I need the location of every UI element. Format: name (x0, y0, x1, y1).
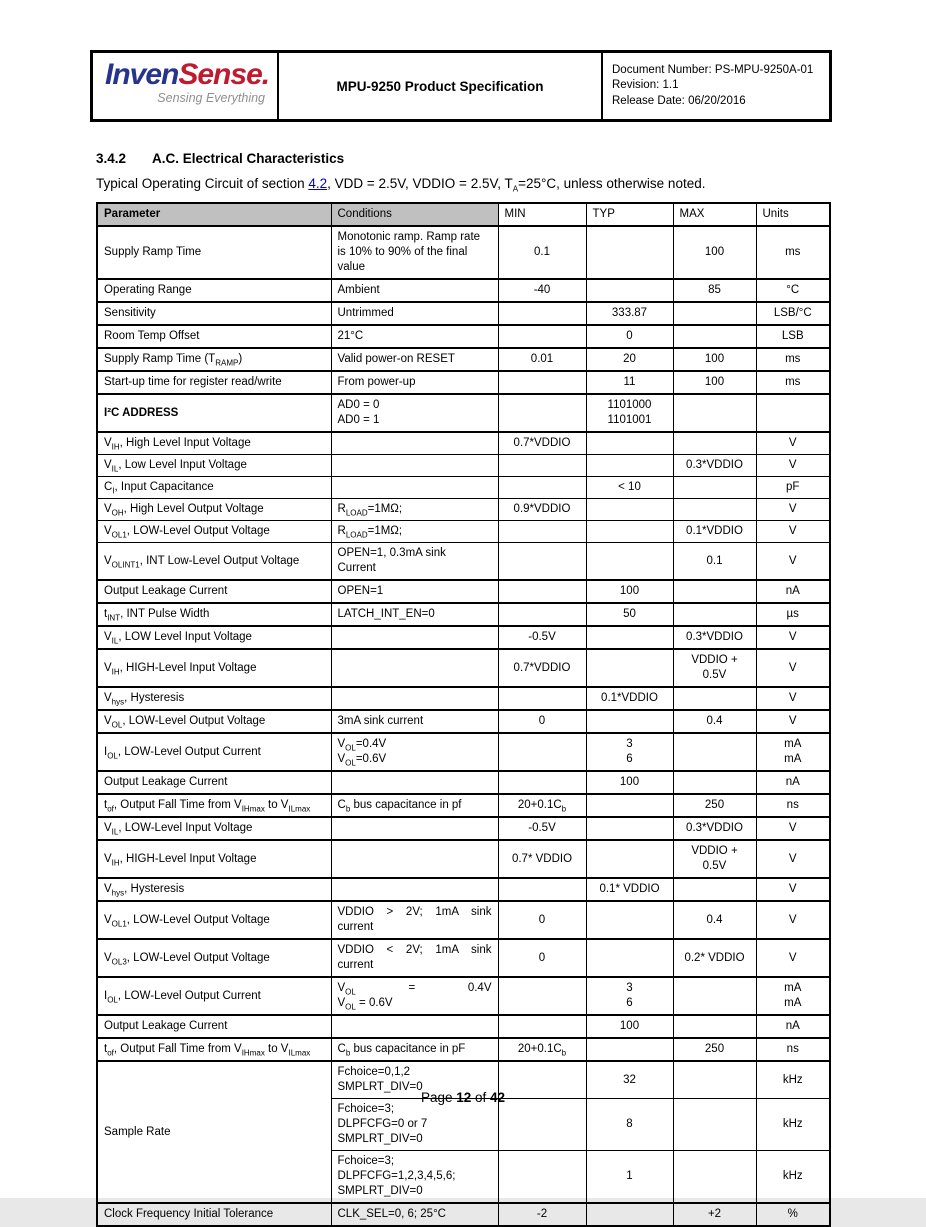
typ-cell: 1 (586, 1151, 673, 1204)
footer-page-word: Page (420, 1090, 457, 1105)
table-row (97, 710, 830, 733)
param-cell: $V_{IL}$, LOW Level Input Voltage (97, 626, 331, 649)
table-row (97, 279, 830, 302)
param-cell: Room Temp Offset (97, 325, 331, 348)
units-cell: V (756, 878, 830, 901)
min-cell (498, 1099, 586, 1151)
param-cell: $V_{IH}$, HIGH-Level Input Voltage (97, 840, 331, 878)
typ-cell: 8 (586, 1099, 673, 1151)
column-header-typ: TYP (586, 203, 673, 226)
typ-cell (586, 901, 673, 939)
units-cell: V (756, 626, 830, 649)
invensense-logo (105, 58, 270, 91)
conditions-cell: From power-up (331, 371, 498, 394)
conditions-cell: 21°C (331, 325, 498, 348)
conditions-cell: CLK_SEL=0, 6; 25°C (331, 1203, 498, 1226)
min-cell: 0 (498, 901, 586, 939)
table-row (97, 687, 830, 710)
table-row (97, 901, 830, 939)
typ-cell: 100 (586, 771, 673, 794)
intro-post-text: , VDD = 2.5V, VDDIO = 2.5V, $T_A=25^\circ C$, unless otherwise noted. (327, 176, 706, 194)
table-row (97, 302, 830, 325)
typ-cell: 20 (586, 348, 673, 371)
min-cell (498, 543, 586, 581)
table-row (97, 394, 830, 432)
max-cell (673, 325, 756, 348)
header-row (97, 203, 830, 226)
units-cell: V (756, 432, 830, 455)
units-cell: V (756, 840, 830, 878)
max-cell: 100 (673, 348, 756, 371)
logo-inven-text: Inven (105, 58, 179, 91)
max-cell (673, 1099, 756, 1151)
conditions-cell: Fchoice=3; DLPFCFG=1,2,3,4,5,6; SMPLRT_DIV=0 (331, 1151, 498, 1204)
conditions-cell: Untrimmed (331, 302, 498, 325)
units-cell: ms (756, 348, 830, 371)
param-cell: $V_{OL1}$, LOW-Level Output Voltage (97, 901, 331, 939)
typ-cell (586, 817, 673, 840)
min-cell: 0.7*VDDIO (498, 649, 586, 687)
units-cell: % (756, 1203, 830, 1226)
table-row (97, 543, 830, 581)
typ-cell: 0.1* VDDIO (586, 878, 673, 901)
units-cell: nA (756, 771, 830, 794)
max-cell: 100 (673, 226, 756, 279)
param-cell: Supply Ramp Time (97, 226, 331, 279)
conditions-cell (331, 1015, 498, 1038)
page-header (90, 50, 832, 122)
min-cell: 0.7*VDDIO (498, 432, 586, 455)
max-cell (673, 1015, 756, 1038)
max-cell (673, 432, 756, 455)
units-cell: nA (756, 580, 830, 603)
max-cell: VDDIO + 0.5V (673, 649, 756, 687)
min-cell: -0.5V (498, 817, 586, 840)
min-cell (498, 521, 586, 543)
min-cell: $20+0.1C_b$ (498, 1038, 586, 1061)
page-content (96, 151, 829, 1227)
units-cell: V (756, 543, 830, 581)
table-row (97, 226, 830, 279)
conditions-cell (331, 687, 498, 710)
table-row (97, 477, 830, 499)
table-row (97, 325, 830, 348)
conditions-cell (331, 477, 498, 499)
max-cell (673, 499, 756, 521)
table-row (97, 603, 830, 626)
units-cell: V (756, 687, 830, 710)
section-number: 3.4.2 (96, 151, 127, 166)
conditions-cell: VDDIO > 2V; 1mA sink current (331, 901, 498, 939)
conditions-cell: $V_{OL}=0.4V$ $V_{OL}=0.6V$ (331, 733, 498, 771)
max-cell: 0.3*VDDIO (673, 817, 756, 840)
min-cell (498, 455, 586, 477)
param-cell: $V_{IH}$, HIGH-Level Input Voltage (97, 649, 331, 687)
table-row (97, 771, 830, 794)
units-cell: kHz (756, 1099, 830, 1151)
max-cell: VDDIO + 0.5V (673, 840, 756, 878)
column-header-conditions: Conditions (331, 203, 498, 226)
param-cell: $V_{hys}$, Hysteresis (97, 687, 331, 710)
max-cell (673, 603, 756, 626)
section-4-2-link[interactable]: 4.2 (308, 176, 328, 191)
conditions-cell (331, 649, 498, 687)
conditions-cell (331, 626, 498, 649)
units-cell: ms (756, 371, 830, 394)
units-cell: V (756, 455, 830, 477)
max-cell: 0.3*VDDIO (673, 455, 756, 477)
min-cell: 0 (498, 939, 586, 977)
min-cell (498, 580, 586, 603)
typ-cell (586, 455, 673, 477)
conditions-cell (331, 432, 498, 455)
footer-total-pages: 42 (490, 1090, 506, 1105)
typ-cell (586, 1203, 673, 1226)
min-cell (498, 1015, 586, 1038)
conditions-cell: VDDIO < 2V; 1mA sink current (331, 939, 498, 977)
min-cell (498, 603, 586, 626)
max-cell (673, 977, 756, 1015)
min-cell (498, 477, 586, 499)
units-cell: kHz (756, 1061, 830, 1099)
conditions-cell: Monotonic ramp. Ramp rate is 10% to 90% of the final value (331, 226, 498, 279)
max-cell: 100 (673, 371, 756, 394)
max-cell (673, 878, 756, 901)
table-row (97, 1203, 830, 1226)
table-row (97, 794, 830, 817)
min-cell: 0.1 (498, 226, 586, 279)
spec-table-body (97, 226, 830, 1226)
units-cell: ns (756, 1038, 830, 1061)
table-row (97, 1038, 830, 1061)
min-cell (498, 302, 586, 325)
units-cell: °C (756, 279, 830, 302)
table-row (97, 348, 830, 371)
intro-paragraph (96, 176, 829, 194)
conditions-cell (331, 840, 498, 878)
doc-release-date: Release Date: 06/20/2016 (612, 94, 746, 107)
max-cell (673, 733, 756, 771)
conditions-cell: OPEN=1, 0.3mA sink Current (331, 543, 498, 581)
conditions-cell: LATCH_INT_EN=0 (331, 603, 498, 626)
table-row (97, 626, 830, 649)
doc-title-cell (279, 53, 603, 119)
min-cell: 0.7* VDDIO (498, 840, 586, 878)
param-cell: $V_{IL}$, Low Level Input Voltage (97, 455, 331, 477)
conditions-cell: Fchoice=3; DLPFCFG=0 or 7 SMPLRT_DIV=0 (331, 1099, 498, 1151)
typ-cell: 1101000 1101001 (586, 394, 673, 432)
conditions-cell: Ambient (331, 279, 498, 302)
typ-cell: 32 (586, 1061, 673, 1099)
units-cell: LSB (756, 325, 830, 348)
min-cell: -0.5V (498, 626, 586, 649)
column-header-parameter: Parameter (97, 203, 331, 226)
max-cell (673, 477, 756, 499)
min-cell: -2 (498, 1203, 586, 1226)
typ-cell: 333.87 (586, 302, 673, 325)
param-cell: $V_{IL}$, LOW-Level Input Voltage (97, 817, 331, 840)
column-header-min: MIN (498, 203, 586, 226)
units-cell: mA mA (756, 733, 830, 771)
typ-cell: 0.1*VDDIO (586, 687, 673, 710)
section-title: A.C. Electrical Characteristics (152, 151, 345, 166)
min-cell: 0.9*VDDIO (498, 499, 586, 521)
typ-cell: 100 (586, 580, 673, 603)
param-cell: $I_{OL}$, LOW-Level Output Current (97, 977, 331, 1015)
max-cell: 0.3*VDDIO (673, 626, 756, 649)
units-cell: V (756, 901, 830, 939)
param-cell: $t_{INT}$, INT Pulse Width (97, 603, 331, 626)
footer-of-word: of (471, 1090, 491, 1105)
conditions-cell (331, 878, 498, 901)
doc-title: MPU-9250 Product Specification (336, 78, 544, 94)
typ-cell (586, 649, 673, 687)
logo-sense-text: Sense (178, 58, 262, 91)
typ-cell: 11 (586, 371, 673, 394)
units-cell: nA (756, 1015, 830, 1038)
typ-cell (586, 626, 673, 649)
param-cell: $t_{of}$, Output Fall Time from $V_{IHmax}$ to $V_{ILmax}$ (97, 1038, 331, 1061)
doc-info-cell (603, 53, 829, 119)
param-cell: Operating Range (97, 279, 331, 302)
max-cell (673, 394, 756, 432)
spec-table (96, 202, 831, 1227)
param-cell: $V_{IH}$, High Level Input Voltage (97, 432, 331, 455)
units-cell: V (756, 817, 830, 840)
min-cell (498, 394, 586, 432)
table-row (97, 1015, 830, 1038)
max-cell (673, 687, 756, 710)
units-cell: V (756, 499, 830, 521)
max-cell: 0.1 (673, 543, 756, 581)
conditions-cell: Fchoice=0,1,2 SMPLRT_DIV=0 (331, 1061, 498, 1099)
max-cell (673, 771, 756, 794)
min-cell: -40 (498, 279, 586, 302)
units-cell: kHz (756, 1151, 830, 1204)
min-cell (498, 371, 586, 394)
table-row (97, 840, 830, 878)
min-cell (498, 878, 586, 901)
units-cell: LSB/°C (756, 302, 830, 325)
max-cell: 0.1*VDDIO (673, 521, 756, 543)
conditions-cell: $C_b$ bus capacitance in pf (331, 794, 498, 817)
conditions-cell: 3mA sink current (331, 710, 498, 733)
table-row (97, 817, 830, 840)
table-row (97, 733, 830, 771)
max-cell: 250 (673, 794, 756, 817)
units-cell: V (756, 521, 830, 543)
units-cell: V (756, 939, 830, 977)
units-cell: µs (756, 603, 830, 626)
max-cell: 0.2* VDDIO (673, 939, 756, 977)
conditions-cell: Valid power-on RESET (331, 348, 498, 371)
param-cell: $V_{hys}$, Hysteresis (97, 878, 331, 901)
table-row (97, 977, 830, 1015)
table-row (97, 371, 830, 394)
max-cell (673, 302, 756, 325)
max-cell: 85 (673, 279, 756, 302)
units-cell (756, 394, 830, 432)
column-header-units: Units (756, 203, 830, 226)
intro-pre-text: Typical Operating Circuit of section (96, 176, 309, 191)
min-cell (498, 1151, 586, 1204)
min-cell (498, 771, 586, 794)
conditions-cell (331, 817, 498, 840)
conditions-cell: $V_{OL} = 0.4V$ $V_{OL} = 0.6V$ (331, 977, 498, 1015)
units-cell: mA mA (756, 977, 830, 1015)
param-cell: Output Leakage Current (97, 771, 331, 794)
param-cell: $C_I$, Input Capacitance (97, 477, 331, 499)
typ-cell (586, 710, 673, 733)
units-cell: V (756, 710, 830, 733)
table-row (97, 939, 830, 977)
spec-table-header (97, 203, 830, 226)
section-heading (96, 151, 829, 166)
typ-cell (586, 543, 673, 581)
param-cell: Output Leakage Current (97, 1015, 331, 1038)
param-cell: $V_{OL}$, LOW-Level Output Voltage (97, 710, 331, 733)
typ-cell (586, 1038, 673, 1061)
typ-cell: 0 (586, 325, 673, 348)
units-cell: pF (756, 477, 830, 499)
typ-cell (586, 279, 673, 302)
typ-cell (586, 840, 673, 878)
typ-cell (586, 499, 673, 521)
column-header-max: MAX (673, 203, 756, 226)
footer-page-number: 12 (456, 1090, 472, 1105)
typ-cell (586, 939, 673, 977)
table-row (97, 455, 830, 477)
table-row (97, 432, 830, 455)
max-cell: 0.4 (673, 901, 756, 939)
typ-cell: 3 6 (586, 733, 673, 771)
table-row (97, 580, 830, 603)
conditions-cell: $R_{LOAD}=1M\Omega$; (331, 521, 498, 543)
param-cell: Supply Ramp Time $(T_{RAMP})$ (97, 348, 331, 371)
param-cell: I²C ADDRESS (97, 394, 331, 432)
conditions-cell: OPEN=1 (331, 580, 498, 603)
typ-cell (586, 521, 673, 543)
param-cell: Sensitivity (97, 302, 331, 325)
logo-cell (93, 53, 279, 119)
param-cell: $V_{OH}$, High Level Output Voltage (97, 499, 331, 521)
min-cell: 0 (498, 710, 586, 733)
min-cell (498, 687, 586, 710)
units-cell: ms (756, 226, 830, 279)
param-cell: Start-up time for register read/write (97, 371, 331, 394)
min-cell (498, 325, 586, 348)
conditions-cell: $C_b$ bus capacitance in pF (331, 1038, 498, 1061)
param-cell: $t_{of}$, Output Fall Time from $V_{IHmax}$ to $V_{ILmax}$ (97, 794, 331, 817)
table-row (97, 499, 830, 521)
logo-dot: . (261, 58, 270, 91)
max-cell (673, 580, 756, 603)
conditions-cell: AD0 = 0 AD0 = 1 (331, 394, 498, 432)
typ-cell (586, 226, 673, 279)
logo-tagline: Sensing Everything (157, 90, 265, 105)
param-cell: $V_{OL3}$, LOW-Level Output Voltage (97, 939, 331, 977)
max-cell: 250 (673, 1038, 756, 1061)
conditions-cell: $R_{LOAD}=1M\Omega$; (331, 499, 498, 521)
units-cell: ns (756, 794, 830, 817)
typ-cell: 3 6 (586, 977, 673, 1015)
param-cell: $V_{OL1}$, LOW-Level Output Voltage (97, 521, 331, 543)
min-cell: 0.01 (498, 348, 586, 371)
max-cell (673, 1151, 756, 1204)
typ-cell (586, 432, 673, 455)
typ-cell (586, 794, 673, 817)
table-row (97, 649, 830, 687)
min-cell (498, 733, 586, 771)
doc-number: Document Number: PS-MPU-9250A-01 (612, 64, 814, 77)
max-cell: +2 (673, 1203, 756, 1226)
max-cell: 0.4 (673, 710, 756, 733)
table-row (97, 878, 830, 901)
param-cell: Clock Frequency Initial Tolerance (97, 1203, 331, 1226)
param-cell: $I_{OL}$, LOW-Level Output Current (97, 733, 331, 771)
typ-cell: < 10 (586, 477, 673, 499)
conditions-cell (331, 771, 498, 794)
page-footer (0, 1090, 926, 1105)
min-cell (498, 977, 586, 1015)
table-row (97, 521, 830, 543)
conditions-cell (331, 455, 498, 477)
units-cell: V (756, 649, 830, 687)
typ-cell: 50 (586, 603, 673, 626)
param-cell: $V_{OLINT1}$, INT Low-Level Output Voltage (97, 543, 331, 581)
typ-cell: 100 (586, 1015, 673, 1038)
doc-revision: Revision: 1.1 (612, 79, 679, 92)
param-cell: Sample Rate (97, 1061, 331, 1203)
min-cell: $20+0.1C_b$ (498, 794, 586, 817)
param-cell: Output Leakage Current (97, 580, 331, 603)
